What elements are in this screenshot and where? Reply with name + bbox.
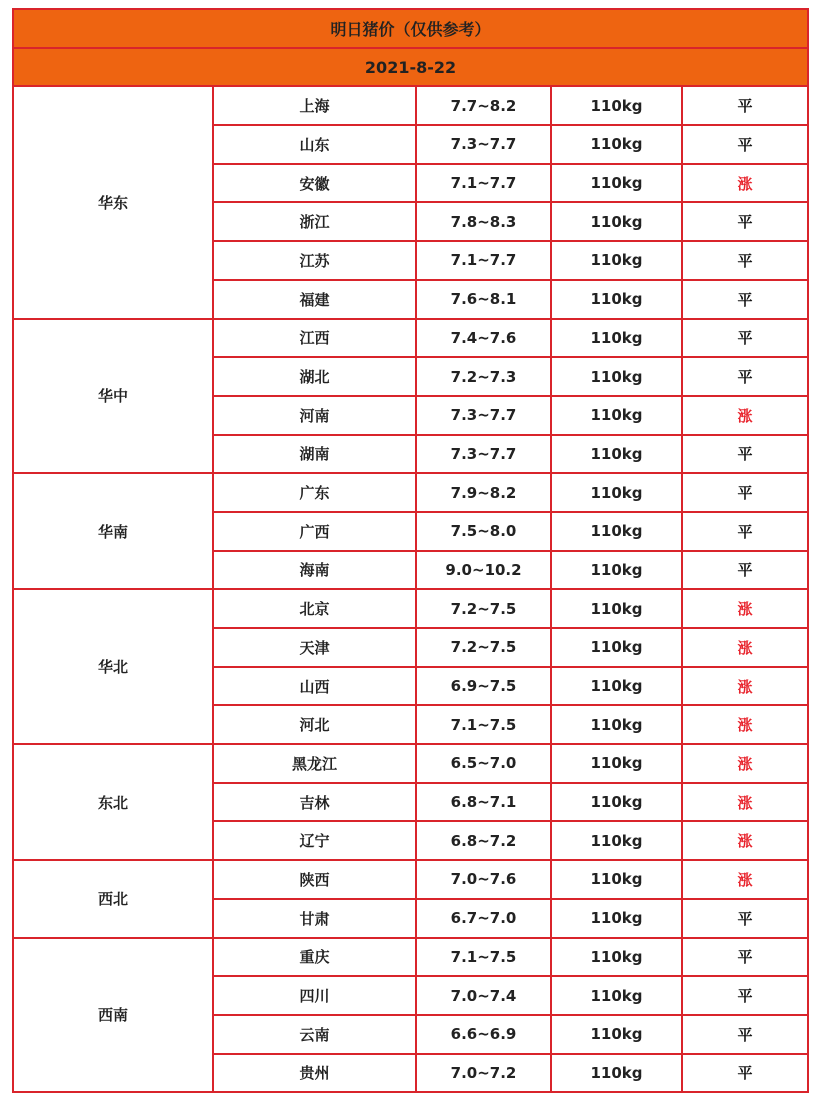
table-date: 2021-8-22	[13, 48, 808, 87]
price-range: 9.0~10.2	[416, 551, 551, 590]
province-name: 湖北	[213, 357, 416, 396]
table-row	[13, 319, 808, 358]
price-range: 7.7~8.2	[416, 86, 551, 125]
province-name: 辽宁	[213, 821, 416, 860]
province-name: 江西	[213, 319, 416, 358]
weight: 110kg	[551, 202, 682, 241]
trend-indicator: 涨	[682, 705, 808, 744]
province-name: 安徽	[213, 164, 416, 203]
table-row	[13, 473, 808, 512]
province-name: 湖南	[213, 435, 416, 474]
weight: 110kg	[551, 473, 682, 512]
price-range: 6.7~7.0	[416, 899, 551, 938]
price-range: 7.8~8.3	[416, 202, 551, 241]
price-range: 7.1~7.7	[416, 164, 551, 203]
weight: 110kg	[551, 164, 682, 203]
province-name: 海南	[213, 551, 416, 590]
province-name: 河南	[213, 396, 416, 435]
province-name: 江苏	[213, 241, 416, 280]
weight: 110kg	[551, 435, 682, 474]
weight: 110kg	[551, 589, 682, 628]
trend-indicator: 平	[682, 1054, 808, 1093]
trend-indicator: 平	[682, 125, 808, 164]
weight: 110kg	[551, 86, 682, 125]
trend-indicator: 平	[682, 512, 808, 551]
trend-indicator: 平	[682, 473, 808, 512]
region-name: 华中	[13, 319, 213, 474]
price-range: 7.0~7.2	[416, 1054, 551, 1093]
weight: 110kg	[551, 821, 682, 860]
weight: 110kg	[551, 860, 682, 899]
trend-indicator: 平	[682, 938, 808, 977]
price-range: 7.2~7.3	[416, 357, 551, 396]
trend-indicator: 涨	[682, 164, 808, 203]
trend-indicator: 涨	[682, 860, 808, 899]
price-range: 7.5~8.0	[416, 512, 551, 551]
table-row	[13, 744, 808, 783]
price-range: 7.1~7.7	[416, 241, 551, 280]
price-range: 7.9~8.2	[416, 473, 551, 512]
trend-indicator: 平	[682, 202, 808, 241]
weight: 110kg	[551, 319, 682, 358]
province-name: 吉林	[213, 783, 416, 822]
price-range: 7.1~7.5	[416, 938, 551, 977]
weight: 110kg	[551, 241, 682, 280]
province-name: 甘肃	[213, 899, 416, 938]
province-name: 福建	[213, 280, 416, 319]
trend-indicator: 涨	[682, 783, 808, 822]
table-row	[13, 938, 808, 977]
trend-indicator: 平	[682, 899, 808, 938]
trend-indicator: 涨	[682, 589, 808, 628]
price-range: 7.3~7.7	[416, 125, 551, 164]
trend-indicator: 平	[682, 86, 808, 125]
table-row	[13, 860, 808, 899]
region-name: 华北	[13, 589, 213, 744]
table-title: 明日猪价（仅供参考）	[13, 9, 808, 48]
price-range: 7.0~7.4	[416, 976, 551, 1015]
trend-indicator: 平	[682, 435, 808, 474]
province-name: 河北	[213, 705, 416, 744]
pig-price-table	[12, 8, 809, 1093]
price-range: 7.1~7.5	[416, 705, 551, 744]
region-name: 西北	[13, 860, 213, 937]
weight: 110kg	[551, 628, 682, 667]
price-range: 7.4~7.6	[416, 319, 551, 358]
price-range: 7.6~8.1	[416, 280, 551, 319]
province-name: 陕西	[213, 860, 416, 899]
province-name: 山东	[213, 125, 416, 164]
trend-indicator: 涨	[682, 667, 808, 706]
weight: 110kg	[551, 976, 682, 1015]
weight: 110kg	[551, 899, 682, 938]
region-name: 西南	[13, 938, 213, 1093]
table-row	[13, 86, 808, 125]
trend-indicator: 涨	[682, 628, 808, 667]
weight: 110kg	[551, 280, 682, 319]
province-name: 上海	[213, 86, 416, 125]
weight: 110kg	[551, 667, 682, 706]
trend-indicator: 平	[682, 1015, 808, 1054]
trend-indicator: 平	[682, 551, 808, 590]
province-name: 贵州	[213, 1054, 416, 1093]
trend-indicator: 平	[682, 976, 808, 1015]
weight: 110kg	[551, 551, 682, 590]
trend-indicator: 平	[682, 241, 808, 280]
weight: 110kg	[551, 783, 682, 822]
price-table-container	[12, 8, 807, 1093]
weight: 110kg	[551, 125, 682, 164]
trend-indicator: 平	[682, 280, 808, 319]
price-range: 6.9~7.5	[416, 667, 551, 706]
price-range: 6.6~6.9	[416, 1015, 551, 1054]
price-range: 6.8~7.2	[416, 821, 551, 860]
province-name: 四川	[213, 976, 416, 1015]
province-name: 北京	[213, 589, 416, 628]
province-name: 广西	[213, 512, 416, 551]
trend-indicator: 涨	[682, 744, 808, 783]
trend-indicator: 平	[682, 319, 808, 358]
province-name: 浙江	[213, 202, 416, 241]
province-name: 黑龙江	[213, 744, 416, 783]
price-range: 7.2~7.5	[416, 628, 551, 667]
trend-indicator: 平	[682, 357, 808, 396]
weight: 110kg	[551, 396, 682, 435]
weight: 110kg	[551, 1015, 682, 1054]
price-range: 6.8~7.1	[416, 783, 551, 822]
price-range: 6.5~7.0	[416, 744, 551, 783]
weight: 110kg	[551, 705, 682, 744]
price-range: 7.3~7.7	[416, 396, 551, 435]
province-name: 天津	[213, 628, 416, 667]
trend-indicator: 涨	[682, 396, 808, 435]
province-name: 云南	[213, 1015, 416, 1054]
region-name: 华南	[13, 473, 213, 589]
province-name: 重庆	[213, 938, 416, 977]
weight: 110kg	[551, 1054, 682, 1093]
weight: 110kg	[551, 512, 682, 551]
weight: 110kg	[551, 357, 682, 396]
province-name: 广东	[213, 473, 416, 512]
region-name: 东北	[13, 744, 213, 860]
trend-indicator: 涨	[682, 821, 808, 860]
table-body	[13, 9, 808, 1092]
province-name: 山西	[213, 667, 416, 706]
price-range: 7.3~7.7	[416, 435, 551, 474]
price-range: 7.0~7.6	[416, 860, 551, 899]
weight: 110kg	[551, 744, 682, 783]
table-row	[13, 589, 808, 628]
weight: 110kg	[551, 938, 682, 977]
price-range: 7.2~7.5	[416, 589, 551, 628]
region-name: 华东	[13, 86, 213, 318]
